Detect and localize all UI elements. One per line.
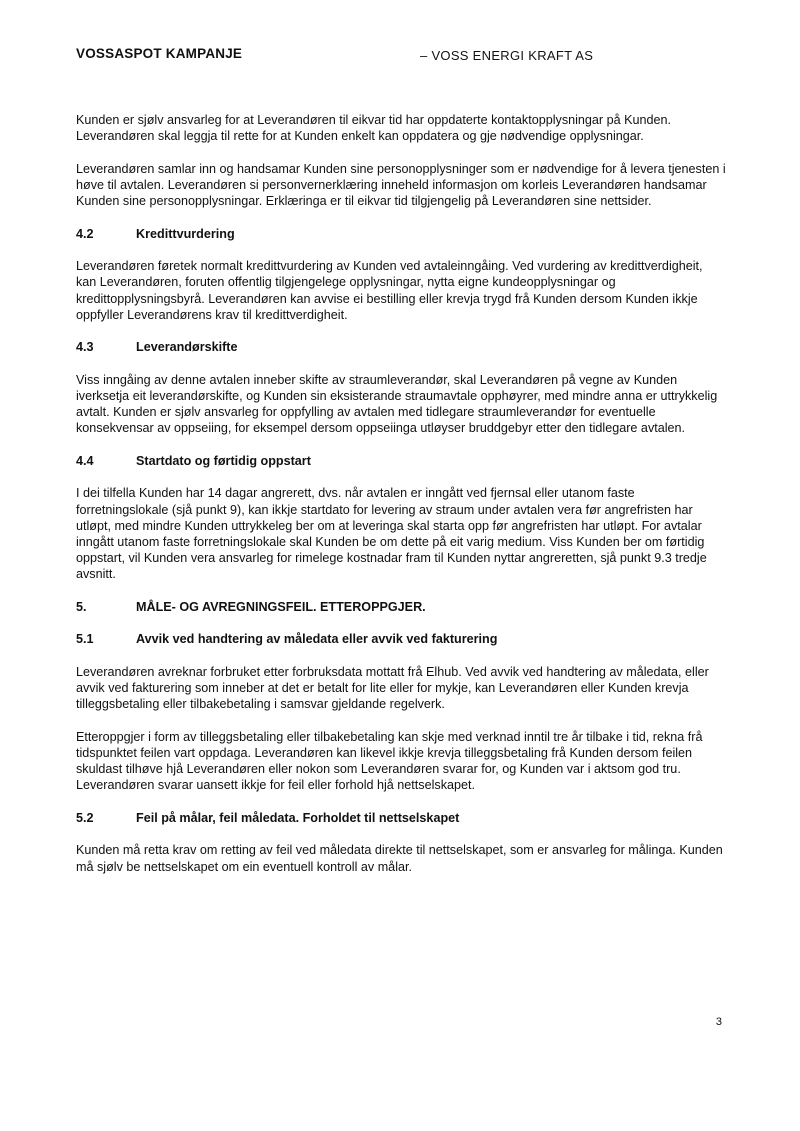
paragraph: Leverandøren samlar inn og handsamar Kunden sine personopplysninger som er nødvendige for å levera tjenesten i høve til avtalen. Leverandøren si personvernerklæring inneheld informasjon om korleis Leverandøren handsamar Kunden sine personopplysningar. Erklæringa er til eikvar tid tilgjengelig på Leverandøren sine nettsider.	[76, 161, 726, 209]
section-number: 4.2	[76, 226, 94, 241]
paragraph: Leverandøren avreknar forbruket etter forbruksdata mottatt frå Elhub. Ved avvik ved handtering av måledata, eller avvik ved fakturering som inneber at det er betalt for lite eller for mykje, kan Leverandøren eller Kunden krevja tilleggsbetaling eller tilbakebetaling i samsvar gjeldande regelverk.	[76, 664, 709, 712]
page-header	[76, 46, 724, 66]
section-title: Leverandørskifte	[136, 340, 238, 355]
section-number: 4.4	[76, 453, 94, 468]
section-title: Startdato og førtidig oppstart	[136, 453, 311, 468]
section-heading-4-2	[76, 226, 726, 242]
header-supplier: – VOSS ENERGI KRAFT AS	[420, 48, 594, 63]
section-number: 5.1	[76, 632, 94, 647]
section-heading-5-1	[76, 631, 726, 647]
header-company: VOSSASPOT KAMPANJE	[76, 46, 243, 61]
section-heading-5	[76, 599, 726, 615]
page-number: 3	[715, 1016, 722, 1028]
section-title: Kredittvurdering	[136, 226, 235, 241]
section-title: MÅLE- OG AVREGNINGSFEIL. ETTEROPPGJER.	[136, 599, 426, 614]
paragraph: I dei tilfella Kunden har 14 dagar angrerett, dvs. når avtalen er inngått ved fjernsal eller utanom faste forretningslokale (sjå punkt 9), kan ikkje startdato for levering av straum under avtalen vera før angrefristen har utløpt, med mindre Kunden uttrykkeleg ber om at leveringa skal starta opp før angrefristen har utløpt. For avtalar inngått utanom faste forretningslokale skal Kunden be om dette på eit varig medium. Viss Kunden ber om førtidig oppstart, vil Kunden vera ansvarleg for rimelege kostnadar fram til Kunden nyttar angreretten, sjå punkt 9.3 tredje avsnitt.	[76, 486, 707, 582]
paragraph: Kunden må retta krav om retting av feil ved måledata direkte til nettselskapet, som er ansvarleg for målinga. Kunden må sjølv be nettselskapet om ein eventuell kontroll av målar.	[76, 843, 723, 874]
paragraph: Leverandøren føretek normalt kredittvurdering av Kunden ved avtaleinngåing. Ved vurdering av kredittverdigheit, kan Leverandøren, foruten offentlig tilgjengelege opplysningar, nytta eigne kundeopplysningar og kredittopplysningsbyrå. Leverandøren kan avvise ei bestilling eller krevja trygd frå Kunden dersom Kunden ikkje oppfyller Leverandørens krav til kredittverdigheit.	[76, 259, 703, 322]
section-number: 5.2	[76, 810, 94, 825]
section-number: 5.	[76, 599, 87, 614]
section-heading-4-3	[76, 339, 726, 355]
section-number: 4.3	[76, 340, 94, 355]
paragraph: Etteroppgjer i form av tilleggsbetaling eller tilbakebetaling kan skje med verknad inntil tre år tilbake i tid, rekna frå tidspunktet feilen vart oppdaga. Leverandøren kan likevel ikkje krevja tilleggsbetaling frå Kunden dersom feilen skuldast tilhøve hjå Leverandøren eller nokon som Leverandøren svarar for, og Kunden var i aktsom god tru. Leverandøren svarar uansett ikkje for feil eller forhold hjå nettselskapet.	[76, 729, 703, 793]
section-heading-4-4	[76, 453, 726, 469]
document-body	[76, 112, 726, 891]
section-heading-5-2	[76, 810, 726, 826]
paragraph: Kunden er sjølv ansvarleg for at Leverandøren til eikvar tid har oppdaterte kontaktopplysningar på Kunden. Leverandøren skal leggja til rette for at Kunden enkelt kan oppdatera og gje nødvendige opplysningar.	[76, 113, 672, 144]
section-title: Feil på målar, feil måledata. Forholdet til nettselskapet	[136, 810, 460, 825]
paragraph: Viss inngåing av denne avtalen inneber skifte av straumleverandør, skal Leverandøren på vegne av Kunden iverksetja eit leverandørskifte, og Kunden sin eksisterande straumavtale opphøyrer, med mindre anna er uttrykkelig avtalt. Kunden er sjølv ansvarleg for oppfylling av avtalen med tidlegare straumleverandør for eventuelle konsekvensar av oppseiing, for eksempel dersom oppseiinga utløyser bruddgebyr etter den tidlegare avtalen.	[76, 372, 718, 436]
section-title: Avvik ved handtering av måledata eller avvik ved fakturering	[136, 632, 498, 647]
